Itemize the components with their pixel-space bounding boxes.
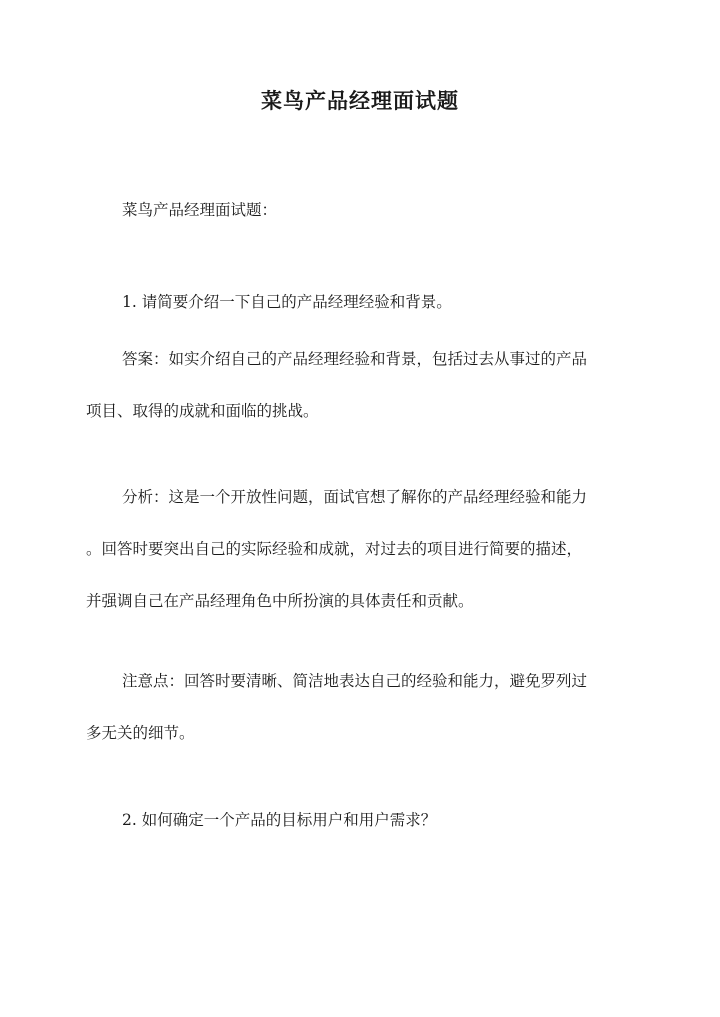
note-1-line-2: 多无关的细节。	[86, 724, 195, 742]
answer-1-line-2: 项目、取得的成就和面临的挑战。	[86, 402, 319, 420]
analysis-1-line-1: 分析：这是一个开放性问题，面试官想了解你的产品经理经验和能力	[122, 488, 588, 506]
intro-paragraph	[86, 184, 634, 236]
note-1-line-1: 注意点：回答时要清晰、简洁地表达自己的经验和能力，避免罗列过	[122, 672, 588, 690]
question-2-text: 2. 如何确定一个产品的目标用户和用户需求？	[122, 811, 437, 829]
page-title: 菜鸟产品经理面试题	[261, 88, 459, 113]
question-1	[86, 276, 634, 328]
answer-1-line-1: 答案：如实介绍自己的产品经理经验和背景，包括过去从事过的产品	[122, 350, 588, 368]
intro-text: 菜鸟产品经理面试题：	[122, 201, 278, 219]
answer-1-paragraph	[86, 333, 634, 437]
note-1-paragraph	[86, 655, 634, 759]
analysis-1-line-2: 。回答时要突出自己的实际经验和成就，对过去的项目进行简要的描述，	[86, 540, 583, 558]
analysis-1-paragraph	[86, 471, 634, 627]
question-2	[86, 794, 634, 846]
analysis-1-line-3: 并强调自己在产品经理角色中所扮演的具体责任和贡献。	[86, 592, 474, 610]
question-1-text: 1. 请简要介绍一下自己的产品经理经验和背景。	[122, 293, 452, 311]
